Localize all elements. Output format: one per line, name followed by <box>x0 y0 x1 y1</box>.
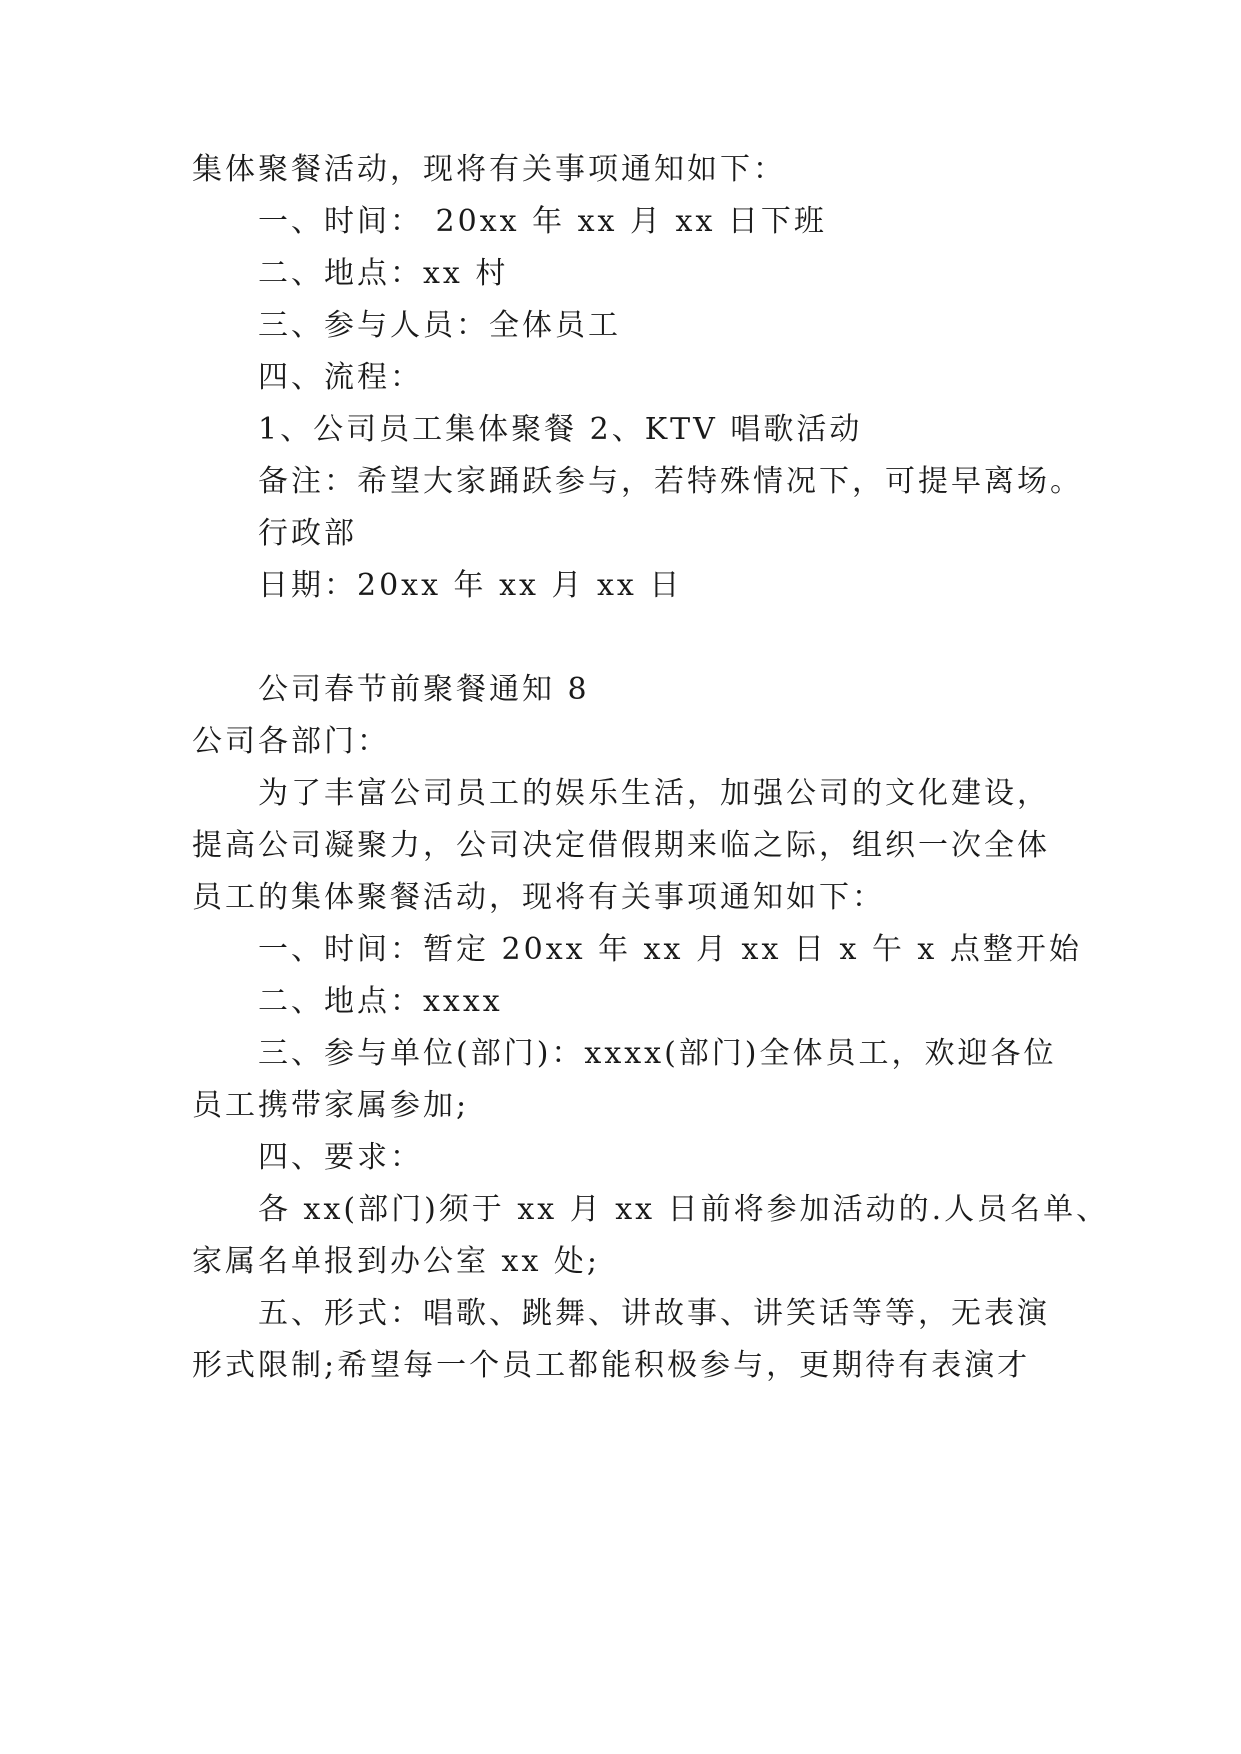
place-item: 二、地点：xx 村 <box>258 256 509 291</box>
time-item: 一、时间： 20xx 年 xx 月 xx 日下班 <box>258 204 827 239</box>
paragraph-line: 为了丰富公司员工的娱乐生活，加强公司的文化建设， <box>258 776 1050 811</box>
remark: 备注：希望大家踊跃参与，若特殊情况下，可提早离场。 <box>258 464 1083 499</box>
units-item: 三、参与单位(部门)：xxxx(部门)全体员工，欢迎各位 <box>258 1036 1057 1071</box>
time-item: 一、时间：暂定 20xx 年 xx 月 xx 日 x 午 x 点整开始 <box>258 932 1082 967</box>
department-signature: 行政部 <box>258 516 357 551</box>
process-steps: 1、公司员工集体聚餐 2、KTV 唱歌活动 <box>258 412 863 447</box>
requirements-text-cont: 家属名单报到办公室 xx 处; <box>192 1244 601 1279</box>
date-line: 日期：20xx 年 xx 月 xx 日 <box>258 568 683 603</box>
text-line: 集体聚餐活动，现将有关事项通知如下： <box>192 152 786 187</box>
units-item-cont: 员工携带家属参加; <box>192 1088 470 1123</box>
requirements-item: 四、要求： <box>258 1140 423 1175</box>
paragraph-line: 员工的集体聚餐活动，现将有关事项通知如下： <box>192 880 885 915</box>
form-item: 五、形式：唱歌、跳舞、讲故事、讲笑话等等，无表演 <box>258 1296 1050 1331</box>
paragraph-line: 提高公司凝聚力，公司决定借假期来临之际，组织一次全体 <box>192 828 1050 863</box>
participants-item: 三、参与人员：全体员工 <box>258 308 621 343</box>
section-heading: 公司春节前聚餐通知 8 <box>258 672 590 707</box>
form-item-cont: 形式限制;希望每一个员工都能积极参与，更期待有表演才 <box>192 1348 1031 1383</box>
process-item: 四、流程： <box>258 360 423 395</box>
place-item: 二、地点：xxxx <box>258 984 503 1019</box>
requirements-text: 各 xx(部门)须于 xx 月 xx 日前将参加活动的.人员名单、 <box>258 1192 1110 1227</box>
salutation: 公司各部门： <box>192 724 390 759</box>
